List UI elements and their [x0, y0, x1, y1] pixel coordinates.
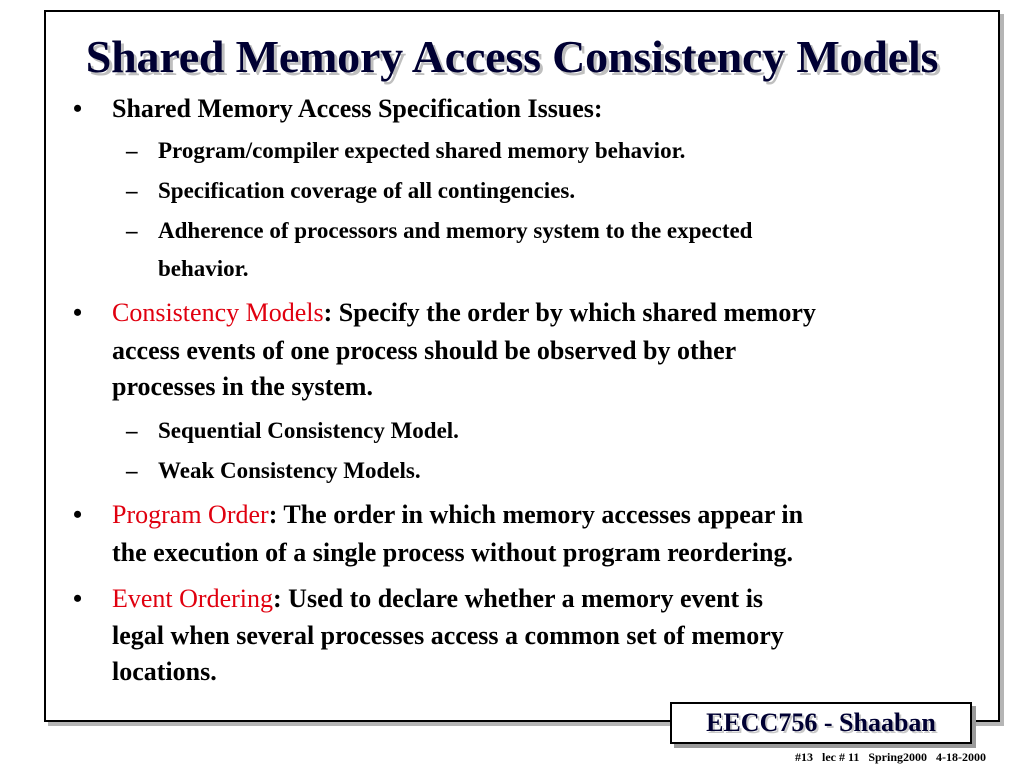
bullet-4-line-3: locations.	[112, 657, 217, 686]
dash-marker: –	[126, 138, 138, 163]
subitem-1-1: Program/compiler expected shared memory behavior.	[158, 138, 686, 163]
course-badge: EECC756 - Shaaban	[670, 702, 972, 744]
term-program-order: Program Order	[112, 500, 269, 529]
subitem-2-2: Weak Consistency Models.	[158, 458, 421, 483]
subitem-1-2: Specification coverage of all contingencies.	[158, 178, 576, 203]
bullet-marker: •	[73, 584, 83, 613]
subitem-2-1: Sequential Consistency Model.	[158, 418, 459, 443]
dash-marker: –	[126, 218, 138, 243]
bullet-marker: •	[73, 500, 83, 529]
bullet-4-line-1	[112, 584, 763, 614]
bullet-4-line-2: legal when several processes access a common set of memory	[112, 621, 784, 650]
bullet-2-line-2: access events of one process should be observed by other	[112, 336, 737, 365]
dash-marker: –	[126, 418, 138, 443]
term-consistency-models: Consistency Models	[112, 298, 324, 327]
subitem-1-3-line-1: Adherence of processors and memory system to the expected	[158, 218, 753, 243]
bullet-2-line-3: processes in the system.	[112, 372, 373, 401]
bullet-2-rest: : Specify the order by which shared memory	[323, 298, 816, 327]
bullet-1-text: Shared Memory Access Specification Issues:	[112, 94, 603, 123]
slide-footer: #13 lec # 11 Spring2000 4-18-2000	[795, 750, 986, 764]
bullet-3-line-2: the execution of a single process without program reordering.	[112, 538, 793, 567]
term-event-ordering: Event Ordering	[112, 584, 274, 613]
bullet-3-line-1	[112, 500, 803, 530]
dash-marker: –	[126, 178, 138, 203]
dash-marker: –	[126, 458, 138, 483]
bullet-2-line-1	[112, 298, 816, 328]
bullet-marker: •	[73, 298, 83, 327]
subitem-1-3-line-2: behavior.	[158, 256, 249, 281]
slide-title: Shared Memory Access Consistency Models	[85, 31, 939, 82]
bullet-3-rest: : The order in which memory accesses appear in	[268, 500, 804, 529]
bullet-marker: •	[73, 94, 83, 123]
bullet-4-rest: : Used to declare whether a memory event is	[273, 584, 764, 613]
